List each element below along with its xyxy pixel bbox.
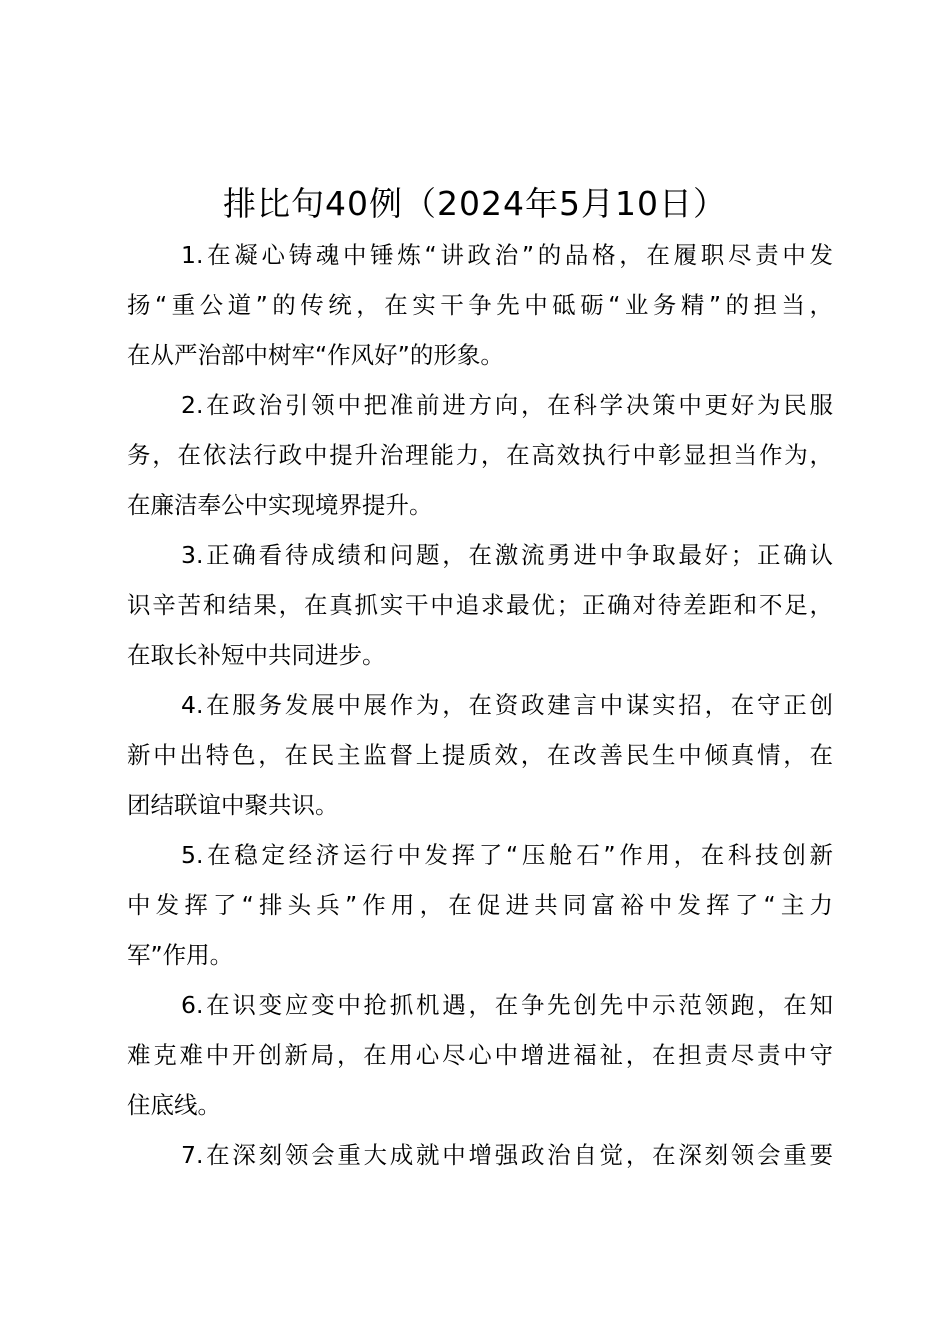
paragraph-line: 新中出特色，在民主监督上提质效，在改善民生中倾真情，在	[127, 741, 833, 769]
paragraph-6	[127, 980, 833, 1130]
paragraph-5	[127, 830, 833, 980]
paragraph-line: 扬“重公道”的传统，在实干争先中砥砺“业务精”的担当，	[127, 291, 833, 319]
paragraph-line: 团结联谊中聚共识。	[127, 791, 339, 819]
paragraph-line: 7.在深刻领会重大成就中增强政治自觉，在深刻领会重要	[181, 1141, 833, 1169]
paragraph-line: 6.在识变应变中抢抓机遇，在争先创先中示范领跑，在知	[181, 991, 833, 1019]
paragraph-line: 在廉洁奉公中实现境界提升。	[127, 491, 433, 519]
paragraph-1	[127, 230, 833, 380]
paragraph-7	[127, 1130, 833, 1180]
paragraph-line: 务，在依法行政中提升治理能力，在高效执行中彰显担当作为，	[127, 441, 833, 469]
paragraph-4	[127, 680, 833, 830]
paragraph-3	[127, 530, 833, 680]
paragraph-line: 在取长补短中共同进步。	[127, 641, 386, 669]
document-title: 排比句40例（2024年5月10日）	[223, 184, 727, 223]
paragraph-line: 中发挥了“排头兵”作用，在促进共同富裕中发挥了“主力	[127, 891, 833, 919]
paragraph-line: 识辛苦和结果，在真抓实干中追求最优；正确对待差距和不足，	[127, 591, 833, 619]
paragraph-line: 1.在凝心铸魂中锤炼“讲政治”的品格，在履职尽责中发	[181, 241, 833, 269]
paragraph-line: 4.在服务发展中展作为，在资政建言中谋实招，在守正创	[181, 691, 833, 719]
paragraph-line: 5.在稳定经济运行中发挥了“压舱石”作用，在科技创新	[181, 841, 833, 869]
paragraph-line: 军”作用。	[127, 941, 234, 969]
paragraph-line: 3.正确看待成绩和问题，在激流勇进中争取最好；正确认	[181, 541, 833, 569]
paragraph-line: 难克难中开创新局，在用心尽心中增进福祉，在担责尽责中守	[127, 1041, 833, 1069]
paragraph-line: 2.在政治引领中把准前进方向，在科学决策中更好为民服	[181, 391, 833, 419]
paragraph-line: 在从严治部中树牢“作风好”的形象。	[127, 341, 504, 369]
document-body	[127, 230, 833, 1180]
paragraph-2	[127, 380, 833, 530]
paragraph-line: 住底线。	[127, 1091, 221, 1119]
